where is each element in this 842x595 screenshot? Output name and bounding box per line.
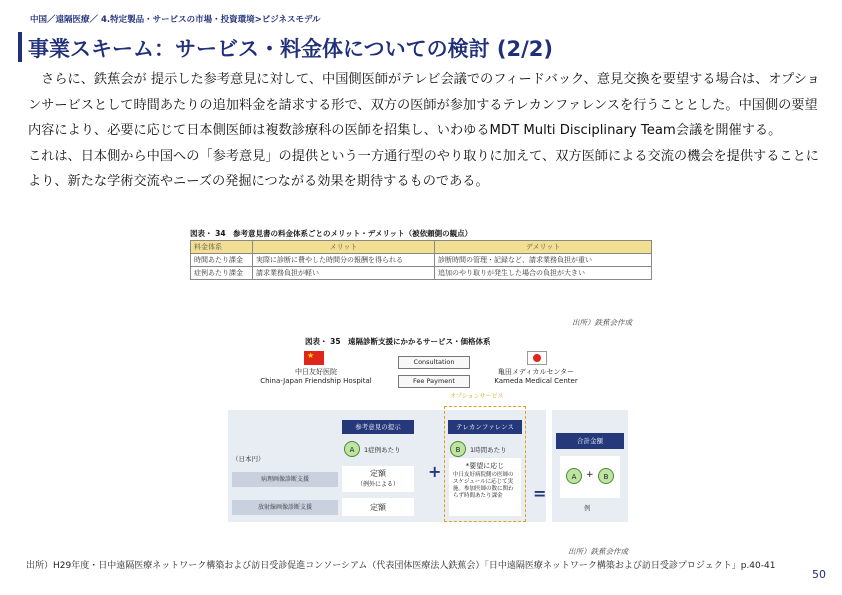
figure35-caption: 図表・ 35 遠隔診断支援にかかるサービス・価格体系	[305, 337, 491, 346]
formula-a-circle: A	[566, 468, 582, 484]
note-title: *要望に応じ	[465, 462, 505, 470]
price-box	[342, 498, 414, 516]
row-label: 病理画像診断支援	[232, 472, 338, 487]
column-header: デメリット	[435, 241, 652, 254]
table-row	[191, 267, 652, 280]
price-box	[342, 466, 414, 492]
plus-sign: +	[428, 462, 442, 481]
price-note: （例外による）	[356, 481, 399, 488]
footnote: 出所）H29年度・日中遠隔医療ネットワーク構築および訪日受診促進コンソーシアム（代表団体医療法人鉄蕉会）「日中遠隔医療ネットワーク構築および訪日受診プロジェクト」p.40-41	[26, 561, 776, 571]
panel-header-teleconference: テレカンファレンス	[448, 420, 522, 434]
column-header: 料金体系	[191, 241, 253, 254]
table-cell: 診断時間の管理・記録など、請求業務負担が重い	[435, 254, 652, 267]
total-example: 例	[584, 504, 591, 512]
note-text: 中日友好病院側の医師のスケジュールに応じて実施。参加医師の数に関わらず時間あたり課金	[453, 472, 514, 499]
consultation-arrow: Consultation	[398, 356, 470, 369]
panel-header-total: 合計金額	[556, 433, 624, 449]
currency-label: （日本円）	[232, 455, 265, 463]
org-japan	[476, 368, 596, 386]
figure34-table	[190, 240, 652, 280]
table-cell: 追加のやり取りが発生した場合の負担が大きい	[435, 267, 652, 280]
title-accent-bar	[18, 32, 22, 62]
org-name-en: Kameda Medical Center	[494, 377, 578, 385]
option-service-frame	[444, 406, 526, 522]
paragraph: さらに、鉄蕉会が 提示した参考意見に対して、中国側医師がテレビ会議でのフィードバック、意見交換を要望する場合は、オプションサービスとして時間あたりの追加料金を請求する形で、双方の医師が参加するテレカンファレンスを行うこととした。中国側の要望内容により、必要に応じて日本側医師は複数診療科の医師を招集し、いわゆるMDT Multi Disciplinary Team会議を開催する。	[28, 72, 820, 138]
panel-header-reference: 参考意見の提示	[342, 420, 414, 434]
price-a-circle: A	[344, 441, 360, 457]
page-number: 50	[812, 568, 826, 581]
equals-sign: =	[533, 484, 547, 503]
org-name-ja: 亀田メディカルセンター	[497, 368, 575, 376]
table-cell: 請求業務負担が軽い	[253, 267, 435, 280]
row-label: 放射線画像診断支援	[232, 500, 338, 515]
total-formula-box	[560, 456, 620, 498]
unit-per-case: 1症例あたり	[364, 446, 401, 454]
table-header-row	[191, 241, 652, 254]
table-row	[191, 254, 652, 267]
china-flag-icon: ★	[304, 351, 324, 365]
figure34-source: 出所）鉄蕉会作成	[572, 318, 632, 327]
formula-b-circle: B	[598, 468, 614, 484]
price-value: 定額	[370, 503, 386, 512]
option-service-label: オプションサービス	[450, 393, 504, 400]
paragraph: これは、日本側から中国への「参考意見」の提供という一方通行型のやり取りに加えて、双方医師による交流の機会を提供することにより、新たな学術交流やニーズの発掘につながる効果を期待するものである。	[28, 148, 819, 189]
price-b-circle: B	[450, 441, 466, 457]
table-cell: 実際に診断に費やした時間分の報酬を得られる	[253, 254, 435, 267]
figure34-caption: 図表・ 34 参考意見書の料金体系ごとのメリット・デメリット（被依頼側の観点）	[190, 229, 473, 238]
body-text	[28, 67, 828, 195]
table-cell: 症例あたり課金	[191, 267, 253, 280]
table-cell: 時間あたり課金	[191, 254, 253, 267]
org-name-en: China-Japan Friendship Hospital	[260, 377, 372, 385]
page-title: 事業スキーム：サービス・料金体についての検討 (2/2)	[28, 37, 553, 61]
column-header: メリット	[253, 241, 435, 254]
org-china	[256, 368, 376, 386]
japan-flag-icon	[527, 351, 547, 365]
fee-payment-arrow: Fee Payment	[398, 375, 470, 388]
unit-per-hour: 1時間あたり	[470, 446, 507, 454]
price-value: 定額	[370, 469, 386, 478]
breadcrumb: 中国／遠隔医療／ 4.特定製品・サービスの市場・投資環境>ビジネスモデル	[30, 15, 321, 25]
figure35-source: 出所）鉄蕉会作成	[568, 547, 628, 556]
formula-plus: +	[586, 470, 594, 480]
org-name-ja: 中日友好医院	[295, 368, 337, 376]
